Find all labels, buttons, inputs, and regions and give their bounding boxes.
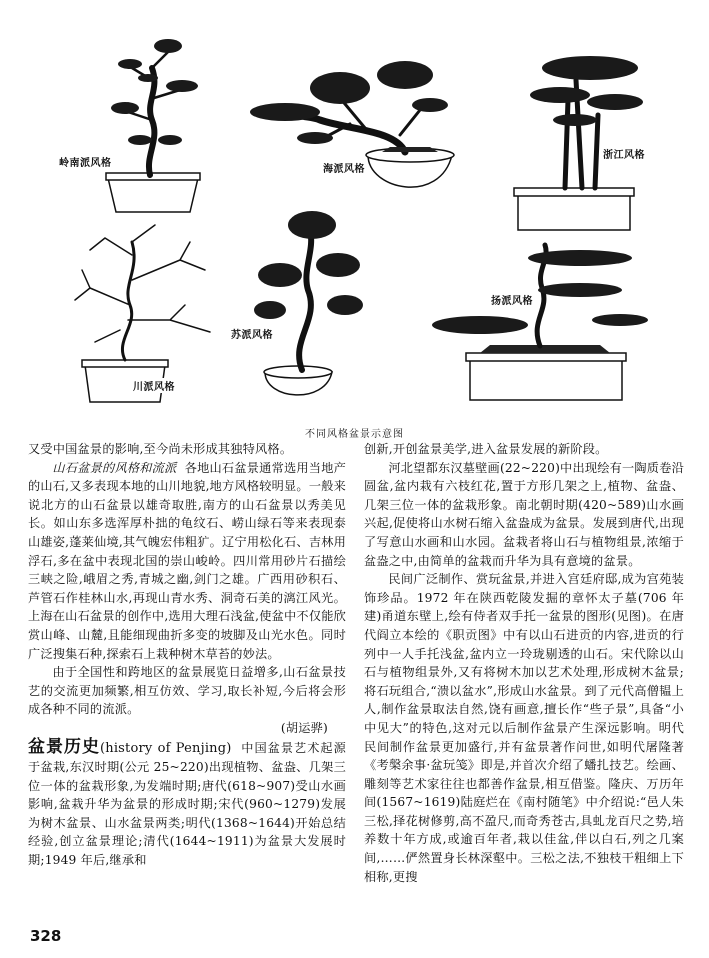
label-yangpai-style: 扬派风格	[490, 292, 534, 307]
right-column	[364, 440, 684, 886]
label-lingnan-style: 岭南派风格	[58, 154, 113, 169]
right-paragraph-1: 创新,开创盆景美学,进入盆景发展的新阶段。	[364, 442, 608, 456]
figure-caption: 不同风格盆景示意图	[305, 429, 404, 440]
zhejiang-bonsai-drawing	[514, 56, 643, 230]
entry-english-title: (history of Penjing)	[99, 740, 232, 756]
label-haipai-style: 海派风格	[322, 160, 366, 175]
entry-title: 盆景历史	[28, 736, 100, 757]
bonsai-styles-figure	[20, 20, 690, 430]
entry-body: 中国盆景艺术起源于盆栽,东汉时期(公元 25~220)出现植物、盆盎、几架三位一体的盆栽形象,为发端时期;唐代(618~907)受山水画影响,盆栽升华为盆景的形成时期;宋代(960~1279)发展为树木盆景、山水盆景两类;明代(1368~1644)开始总结经验,创立盆景理论;清代(1644~1911)为盆景大发展时期;1949 年后,继承和	[28, 740, 346, 868]
label-chuanpai-style: 川派风格	[132, 378, 176, 393]
lingnan-bonsai-drawing	[106, 39, 200, 212]
yangpai-bonsai-drawing	[432, 245, 648, 400]
left-paragraph-2	[28, 459, 346, 664]
left-column	[28, 440, 346, 870]
label-zhejiang-style: 浙江风格	[602, 146, 646, 161]
author-signature: (胡运骅)	[280, 720, 328, 735]
history-entry	[28, 738, 346, 870]
left-paragraph-3: 由于全国性和跨地区的盆景展览日益增多,山石盆景技艺的交流更加频繁,相互仿效、学习,取长补短,今后将会形成各种不同的流派。	[28, 665, 346, 717]
stone-styles-subheading: 山石盆景的风格和流派	[52, 460, 177, 475]
page-number: 328	[30, 927, 62, 945]
right-paragraph-2: 河北望都东汉墓壁画(22~220)中出现绘有一陶质卷沿圆盆,盆内栽有六枝红花,置于方形几架之上,植物、盆盎、几架三位一体的盆栽形象。南北朝时期(420~589)山水画兴起,促使将山水树石缩入盆盎成为盆景。发展到唐代,出现了写意山水画和山水园。盆栽者将山石与植物组景,浓缩于盆盎之中,由简单的盆栽而升华为具有意境的盆景。	[364, 460, 684, 568]
supai-bonsai-drawing	[254, 211, 363, 395]
stone-styles-body: 各地山石盆景通常选用当地产的山石,又多表现本地的山川地貌,地方风格较明显。一般来说北方的山石盆景以雄奇取胜,南方的山石盆景以秀美见长。如山东多选浑厚朴拙的龟纹石、崂山绿石等来表现泰山雄姿,蓬莱仙境,其气魄宏伟粗犷。辽宁用松化石、吉林用浮石,多在盆中表现北国的崇山峻岭。四川常用砂片石描绘三峡之险,峨眉之秀,青城之幽,剑门之雄。广西用砂积石、芦管石作桂林山水,再现山青水秀、洞奇石美的漓江风光。上海在山石盆景的创作中,选用大理石浅盆,使盆中不仅能欣赏山峰、山麓,且能细现曲折多变的坡脚及山光水色。同时广泛搜集石种,探索石上栽种树木草苔的妙法。	[28, 460, 347, 661]
bonsai-illustrations	[20, 20, 690, 430]
label-supai-style: 苏派风格	[230, 326, 274, 341]
right-paragraph-3: 民间广泛制作、赏玩盆景,并进入宫廷府邸,成为宫苑装饰珍品。1972 年在陕西乾陵发掘的章怀太子墓(706 年建)甬道东壁上,绘有侍者双手托一盆景的图形(见图)。在唐代阎立本绘的《职贡图》中有以山石进贡的内容,进贡的行列中一人手托浅盆,盆内立一玲珑剔透的山石。宋代除以山石与植物组景外,又有将树木加以艺术处理,形成树木盆景;将石玩组合,“溃以盆水”,形成山水盆景。到了元代高僧韫上人,制作盆景取法自然,饶有画意,擅长作“些子景”,具备“小中见大”的特色,这对元以后制作盆景产生深远影响。明代民间制作盆景更加盛行,并有盆景著作问世,如明代屠隆著《考槃余事·盆玩笺》即是,并首次介绍了蟠扎技艺。绘画、雕刻等艺术家往往也都善作盆景,相互借鉴。隆庆、万历年间(1567~1619)陆庭烂在《南村随笔》中介绍说:“邑人朱三松,择花树修剪,高不盈尺,而奇秀苍古,具虬龙百尺之势,培养数十年方成,或逾百年者,栽以佳盆,伴以白石,列之几案间,……俨然置身长林深壑中。三松之法,不独枝干粗细上下相称,更搜	[364, 572, 684, 884]
left-paragraph-1: 又受中国盆景的影响,至今尚未形成其独特风格。	[28, 442, 293, 456]
chuanpai-bonsai-drawing	[75, 225, 210, 402]
